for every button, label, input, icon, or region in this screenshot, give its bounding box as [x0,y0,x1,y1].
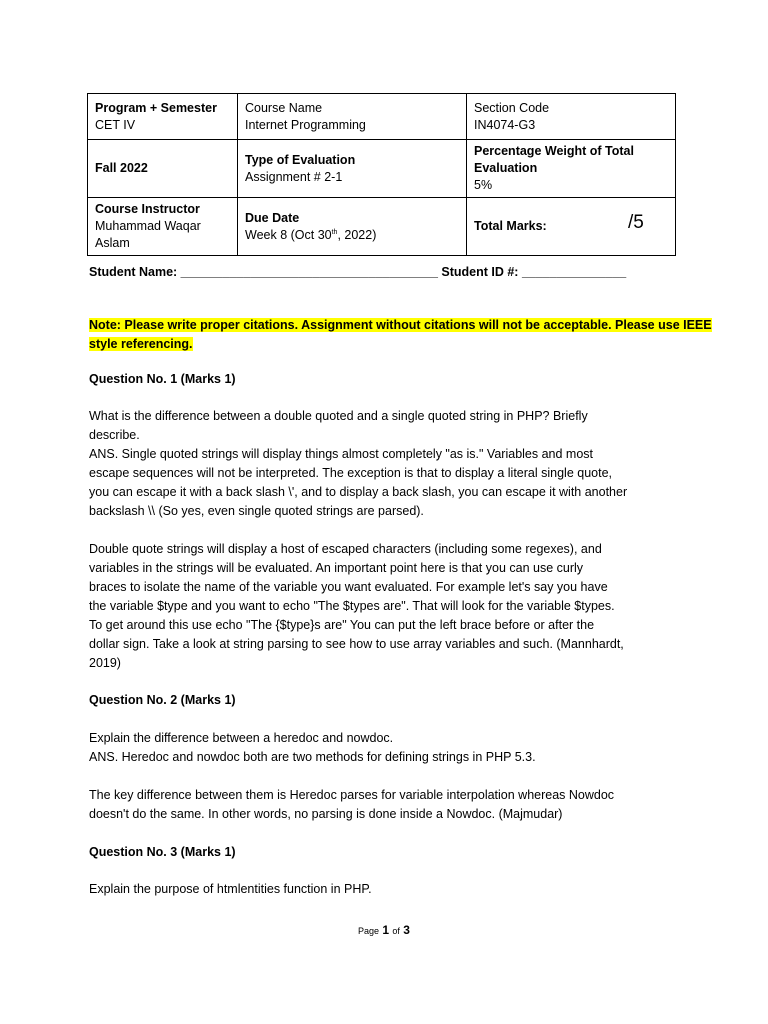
q1-p2-line3: braces to isolate the name of the variable you want evaluated. For example let's say you have [89,580,608,594]
due-date-main: Week 8 (Oct 30 [245,227,332,242]
q1-question-line2: describe. [89,428,140,442]
q2-answer-paragraph2 [89,786,689,824]
q2-body [89,729,689,767]
q2-p2-line1: The key difference between them is Heredoc parses for variable interpolation whereas Nowdoc [89,788,615,802]
evaluation-cell [238,140,467,198]
section-cell [467,94,676,140]
citation-note [89,316,712,354]
page-number: 1 [382,923,390,937]
course-label: Course Name [245,100,323,115]
due-date-year: , 2022) [337,227,377,242]
evaluation-value: Assignment # 2-1 [245,169,343,184]
q1-question-line1: What is the difference between a double quoted and a single quoted string in PHP? Briefly [89,409,588,423]
total-marks-label: Total Marks: [474,219,547,233]
due-date-value [245,227,459,244]
student-id-field: Student ID #: _______________ [441,265,627,279]
term-cell [88,140,238,198]
weight-value: 5% [474,178,493,192]
student-info-line [89,263,689,282]
q1-answer-line2: escape sequences will not be interpreted. The exception is that to display a literal single quote, [89,466,613,480]
q1-answer-line3: you can escape it with a back slash \', and to display a back slash, you can escape it with another [89,485,628,499]
q1-answer-line1: ANS. Single quoted strings will display things almost completely "as is." Variables and most [89,447,594,461]
q3-heading: Question No. 3 (Marks 1) [89,845,236,859]
q1-body [89,407,689,521]
total-marks-value: /5 [628,212,644,233]
instructor-label: Course Instructor [95,202,200,216]
due-date-label: Due Date [245,210,300,225]
course-cell [238,94,467,140]
program-value: CET IV [95,117,136,132]
q1-answer-line4: backslash \\ (So yes, even single quoted strings are parsed). [89,504,424,518]
due-date-superscript: th [331,228,338,236]
weight-label-line2: Evaluation [474,161,538,175]
evaluation-label: Type of Evaluation [245,152,356,167]
total-marks-cell [467,198,676,256]
q1-p2-line4: the variable $type and you want to echo "The $types are". That will look for the variable $types. [89,599,615,613]
q1-p2-line1: Double quote strings will display a host of escaped characters (including some regexes), and [89,542,602,556]
note-line1: Note: Please write proper citations. Assignment without citations will not be acceptable. Please use IEEE [89,318,712,332]
q2-question: Explain the difference between a heredoc and nowdoc. [89,731,394,745]
q2-answer: ANS. Heredoc and nowdoc both are two methods for defining strings in PHP 5.3. [89,750,536,764]
course-value: Internet Programming [245,117,366,132]
student-name-field: Student Name: _____________________________________ [89,265,438,279]
term-value: Fall 2022 [95,161,148,175]
instructor-cell [88,198,238,256]
weight-label-line1: Percentage Weight of Total [474,144,634,158]
q1-answer-paragraph2 [89,540,689,673]
q1-p2-line2: variables in the strings will be evaluated. An important point here is that you can use curly [89,561,584,575]
total-pages: 3 [403,923,410,937]
q1-heading: Question No. 1 (Marks 1) [89,372,236,386]
q3-question: Explain the purpose of htmlentities function in PHP. [89,882,372,896]
of-word: of [392,926,400,936]
q1-p2-line5: To get around this use echo "The {$type}s are" You can put the left brace before or after the [89,618,595,632]
q1-p2-line6: dollar sign. Take a look at string parsing to see how to use array variables and such. (Mannhardt, [89,637,624,651]
instructor-name-line1: Muhammad Waqar [95,219,201,233]
program-label: Program + Semester [95,100,217,115]
program-cell [88,94,238,140]
section-label: Section Code [474,100,550,115]
q2-p2-line2: doesn't do the same. In other words, no parsing is done inside a Nowdoc. (Majmudar) [89,807,563,821]
note-line2: style referencing. [89,337,193,351]
page-footer [0,921,768,941]
q2-heading: Question No. 2 (Marks 1) [89,693,236,707]
page-word: Page [358,926,380,936]
q1-p2-line7: 2019) [89,656,121,670]
instructor-name-line2: Aslam [95,236,130,250]
course-info-table [87,93,676,256]
weight-cell [467,140,676,198]
due-date-cell [238,198,467,256]
section-value: IN4074-G3 [474,117,536,132]
